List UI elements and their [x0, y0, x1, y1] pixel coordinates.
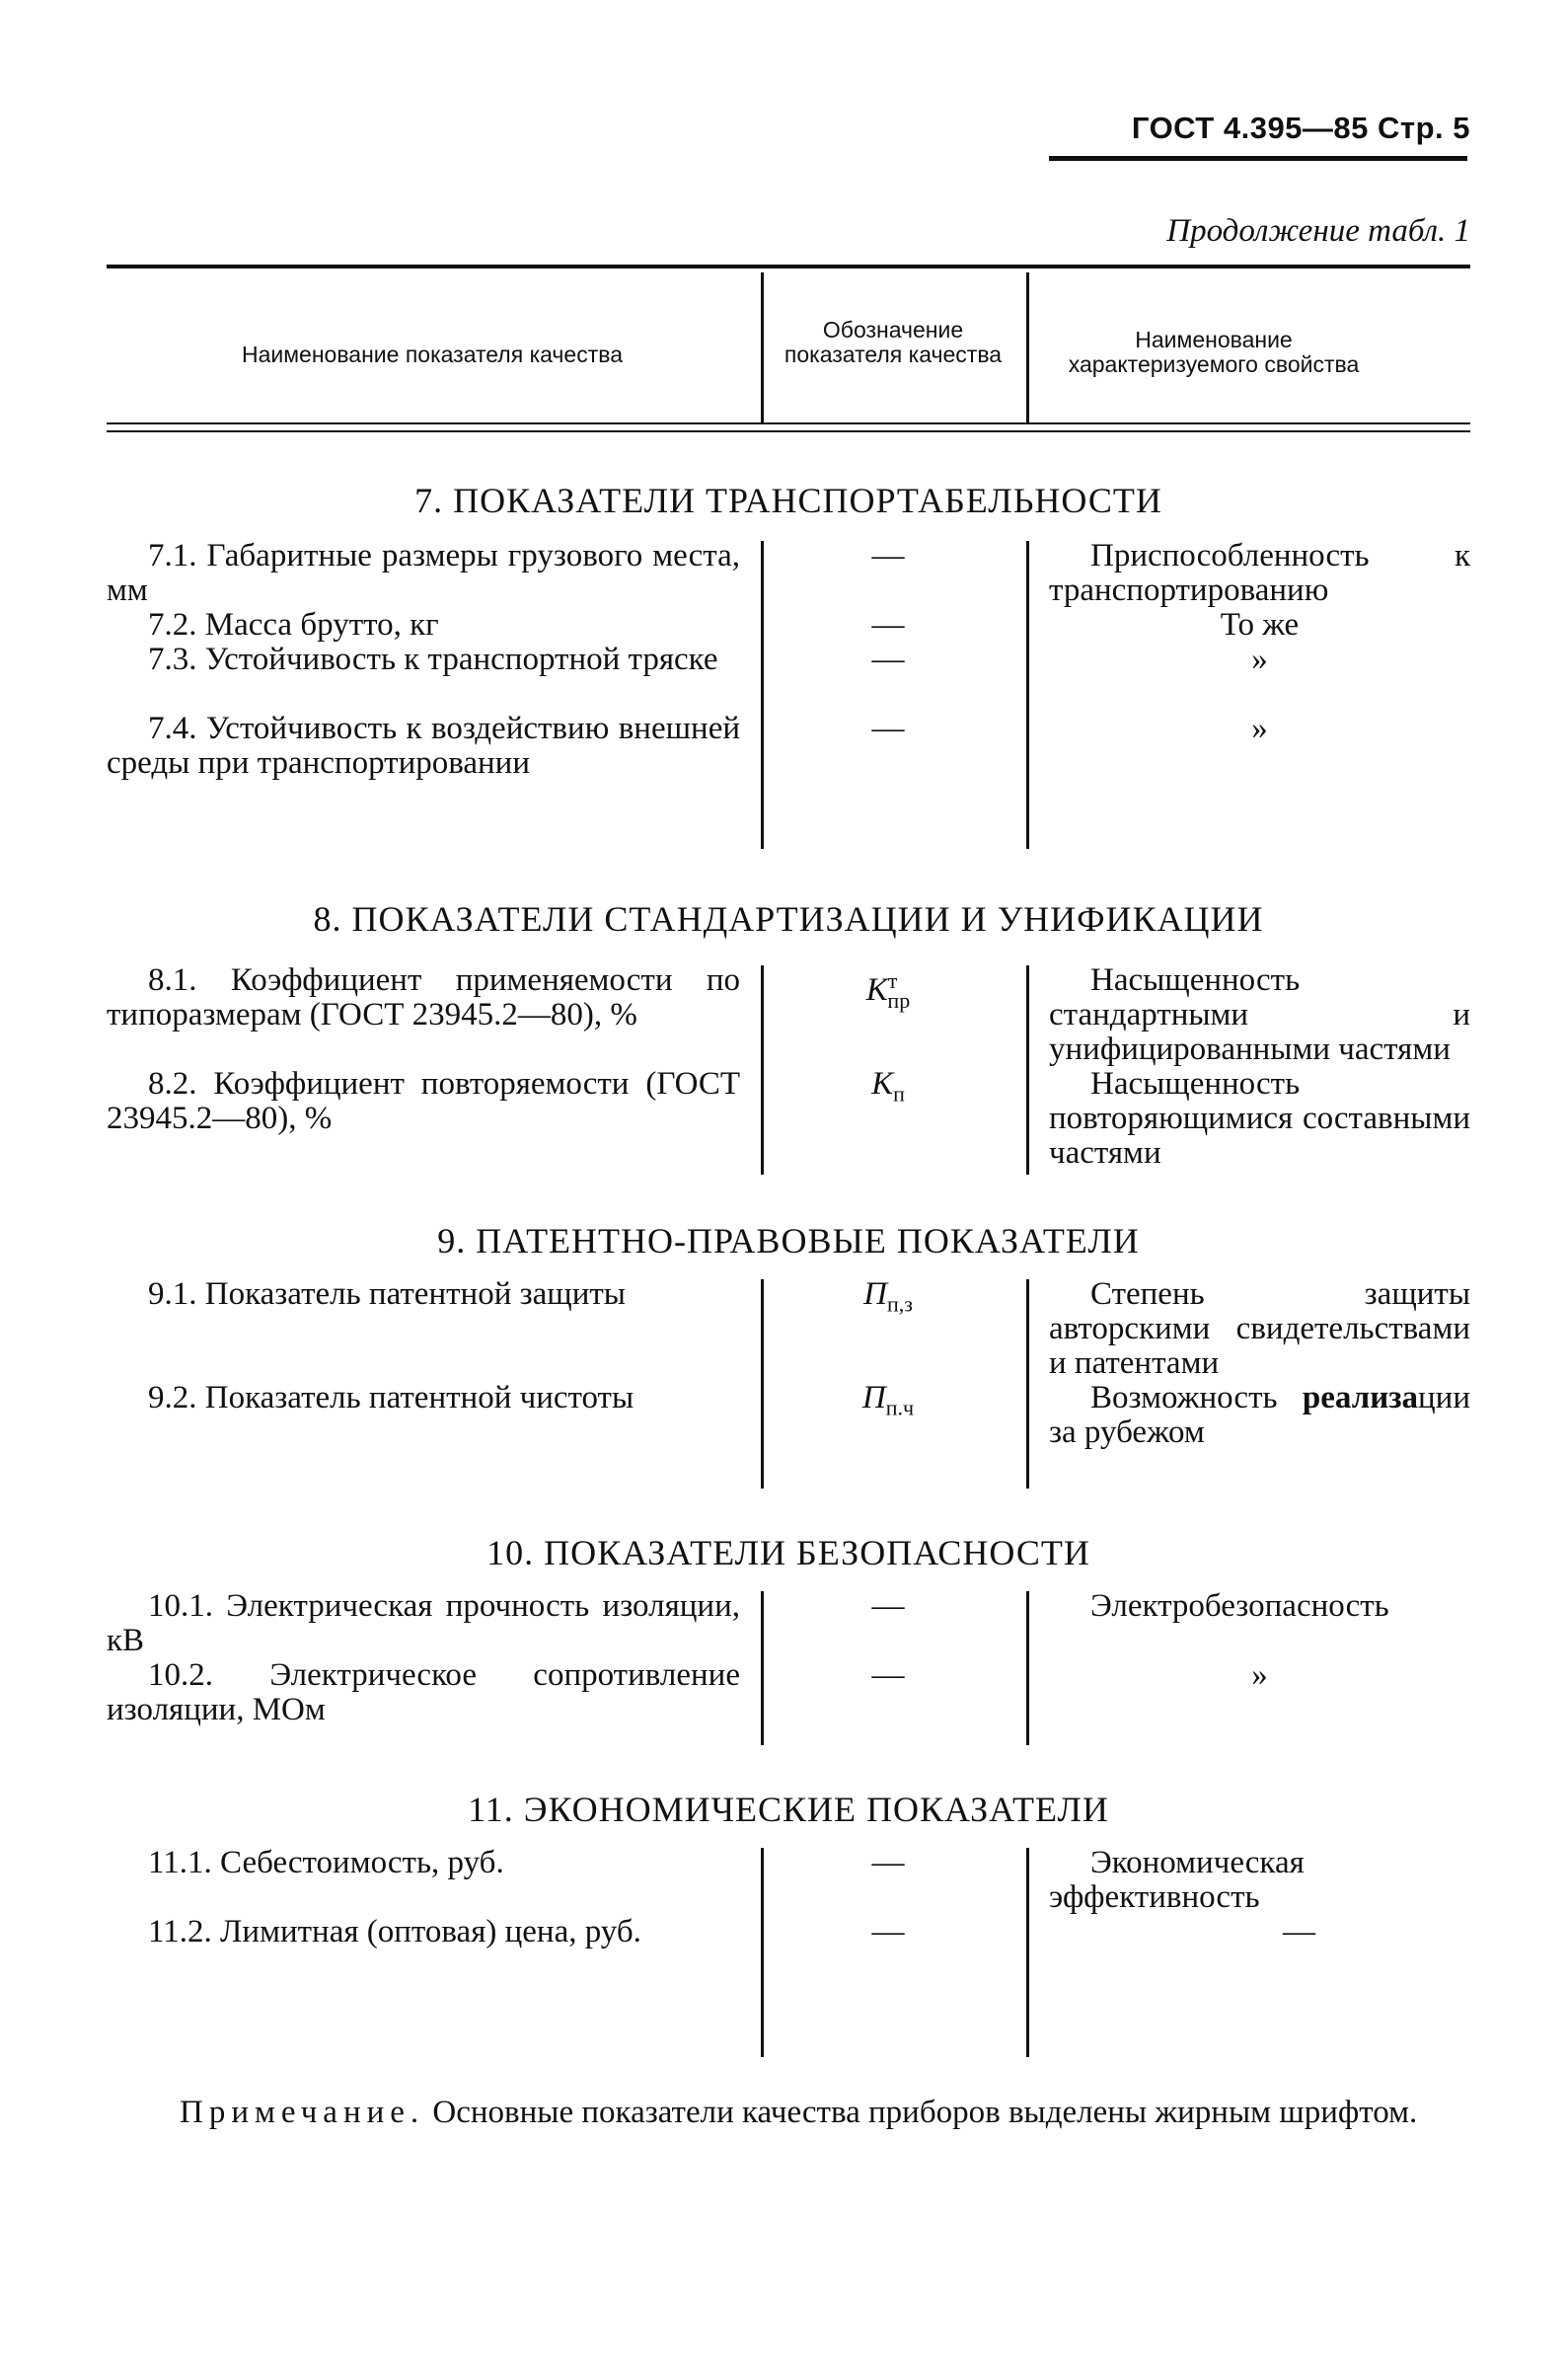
row-7-1-name: 7.1. Габаритные размеры грузового места, мм: [107, 538, 740, 608]
bold-fragment: реализа: [1302, 1380, 1419, 1415]
section-10-divider-2: [1026, 1591, 1029, 1745]
row-7-3-name: 7.3. Устойчивость к транспортной тряске: [148, 642, 718, 677]
head-divider-2: [1026, 272, 1029, 422]
note-text: Основные показатели качества приборов выделены жирным шрифтом.: [424, 2095, 1418, 2130]
row-8-1-name: 8.1. Коэффициент применяемости по типоразмерам (ГОСТ 23945.2—80), %: [107, 962, 740, 1032]
row-8-2-symbol: $K_п$: [871, 1066, 905, 1107]
row-11-1-symbol: —: [871, 1845, 905, 1880]
row-11-2-symbol: —: [871, 1914, 905, 1950]
row-7-3-property: »: [1251, 642, 1268, 677]
row-10-2-property: »: [1251, 1657, 1268, 1693]
table-top-rule: [107, 265, 1470, 268]
section-title-7: 7. ПОКАЗАТЕЛИ ТРАНСПОРТАБЕЛЬНОСТИ: [414, 481, 1162, 520]
table-head-rule-2: [107, 430, 1470, 432]
row-10-1-symbol: —: [871, 1588, 905, 1624]
note-label: Примечание.: [180, 2095, 425, 2130]
section-11-divider-2: [1026, 1848, 1029, 2057]
row-7-4-property: »: [1251, 711, 1268, 746]
row-9-1-property: Степень защиты авторскими свидетельствами и патентами: [1049, 1276, 1470, 1381]
row-9-1-name: 9.1. Показатель патентной защиты: [148, 1276, 626, 1312]
row-7-4-symbol: —: [871, 711, 905, 746]
row-11-1-name: 11.1. Себестоимость, руб.: [148, 1845, 504, 1880]
column-header-symbol: Обозначение показателя качества: [784, 317, 1003, 367]
row-10-2-name: 10.2. Электрическое сопротивление изоляции, МОм: [107, 1657, 740, 1727]
row-8-2-property: Насыщенность повторяющимися составными частями: [1049, 1066, 1470, 1171]
head-divider-1: [761, 272, 764, 422]
row-10-2-symbol: —: [871, 1657, 905, 1693]
row-7-2-property: То же: [1220, 607, 1300, 643]
row-9-2-name: 9.2. Показатель патентной чистоты: [148, 1380, 635, 1415]
row-7-3-symbol: —: [871, 642, 905, 677]
row-8-2-name: 8.2. Коэффициент повторяемости (ГОСТ 23945.2—80), %: [107, 1066, 740, 1136]
column-header-name: Наименование показателя качества: [242, 342, 623, 367]
header-underline: [1049, 156, 1467, 161]
row-8-1-property: Насыщенность стандартными и унифицированными частями: [1049, 962, 1470, 1067]
row-11-1-property: Экономическая эффективность: [1049, 1845, 1305, 1915]
section-title-8: 8. ПОКАЗАТЕЛИ СТАНДАРТИЗАЦИИ И УНИФИКАЦИИ: [313, 899, 1264, 939]
row-7-1-property: Приспособленность к транспортированию: [1049, 538, 1470, 608]
section-title-9: 9. ПАТЕНТНО-ПРАВОВЫЕ ПОКАЗАТЕЛИ: [437, 1221, 1140, 1261]
table-head-rule-1: [107, 422, 1470, 424]
row-8-1-symbol: $K^т_{пр}$: [865, 968, 911, 1013]
row-7-1-symbol: —: [871, 538, 905, 573]
row-7-2-name: 7.2. Масса брутто, кг: [148, 607, 439, 643]
row-11-2-name: 11.2. Лимитная (оптовая) цена, руб.: [148, 1914, 641, 1950]
page-header: ГОСТ 4.395—85 Стр. 5: [1131, 111, 1470, 145]
section-title-11: 11. ЭКОНОМИЧЕСКИЕ ПОКАЗАТЕЛИ: [468, 1790, 1109, 1829]
row-7-4-name: 7.4. Устойчивость к воздействию внешней среды при транспортировании: [107, 711, 740, 781]
section-title-10: 10. ПОКАЗАТЕЛИ БЕЗОПАСНОСТИ: [486, 1533, 1090, 1572]
row-9-2-symbol: $П_{п.ч}$: [861, 1380, 915, 1420]
column-header-property: Наименование характеризуемого свойства: [1068, 327, 1360, 377]
section-9-divider-2: [1026, 1279, 1029, 1489]
row-9-1-symbol: $П_{п,з}$: [863, 1276, 913, 1317]
row-10-1-name: 10.1. Электрическая прочность изоляции, кВ: [107, 1588, 740, 1658]
table-continuation-label: Продолжение табл. 1: [1166, 213, 1470, 249]
table-note: [107, 2095, 1470, 2131]
row-9-2-property: Возможность реализации за рубежом: [1049, 1380, 1470, 1450]
section-7-divider-1: [761, 541, 764, 849]
row-10-1-property: Электробезопасность: [1090, 1588, 1389, 1624]
row-11-2-property: —: [1283, 1914, 1315, 1950]
section-7-divider-2: [1026, 541, 1029, 849]
row-7-2-symbol: —: [871, 607, 905, 643]
section-8-divider-2: [1026, 965, 1029, 1175]
